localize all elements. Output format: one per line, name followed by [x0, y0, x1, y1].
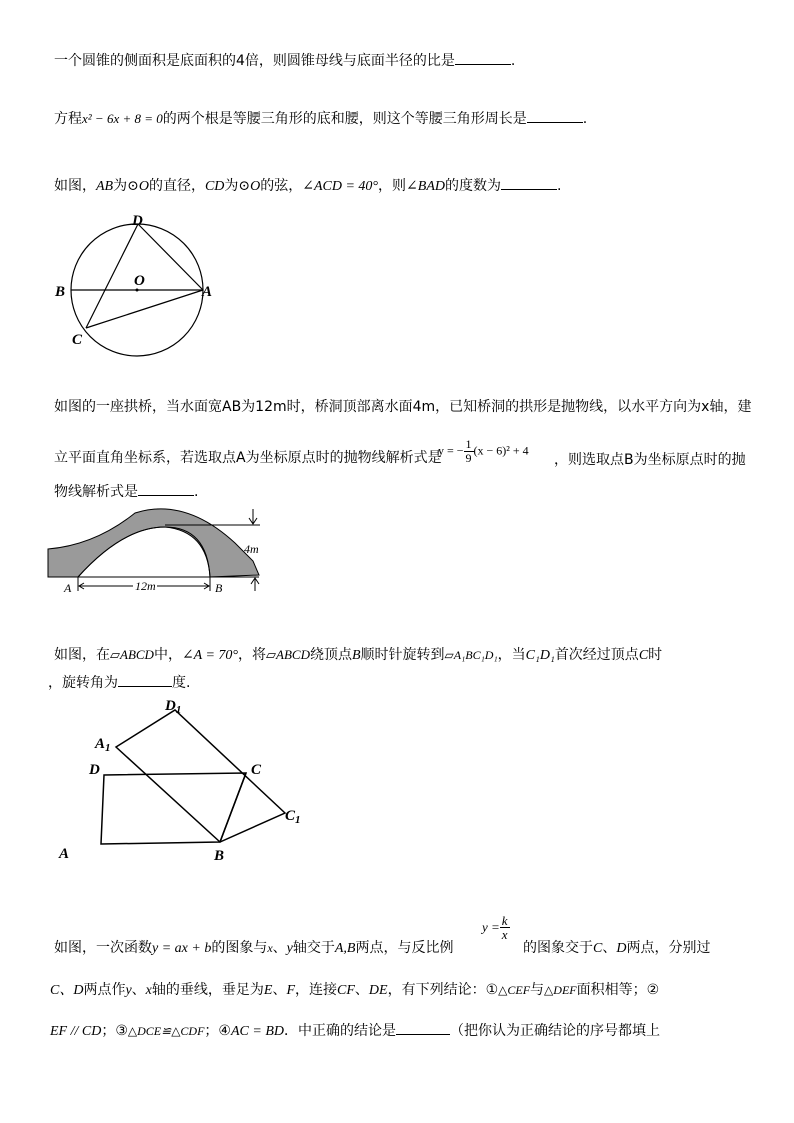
answer-blank	[118, 672, 172, 687]
question-6-line-3	[50, 1020, 660, 1042]
q6-text: ．中正确的结论是	[283, 1023, 396, 1039]
q3-end: .	[556, 178, 562, 194]
label-d1	[164, 698, 181, 716]
frac-den: x	[501, 927, 508, 942]
q5-c1d1: C₁D₁	[525, 648, 555, 663]
label-d: D	[132, 213, 143, 229]
q2-end: .	[582, 111, 588, 127]
chord-da	[138, 224, 203, 290]
q2-post: 的两个根是等腰三角形的底和腰，则这个等腰三角形周长是	[162, 111, 527, 127]
q6-text: 两点作	[83, 982, 126, 998]
q6-cf: CF	[337, 983, 355, 998]
answer-blank	[527, 108, 583, 123]
q2-pre: 方程	[54, 111, 82, 127]
q5-text: 首次经过顶点	[554, 647, 639, 663]
q6-text: 与	[530, 982, 545, 998]
frac-num: k	[501, 913, 508, 928]
label-o: O	[134, 273, 145, 289]
q6-text: 轴的垂线，垂足为	[151, 982, 264, 998]
q6-conclusion-4: ④	[218, 1023, 231, 1039]
q3-ab: AB	[96, 179, 114, 194]
q6-inv-fraction	[500, 914, 510, 941]
q3-text: 如图，	[54, 178, 96, 194]
q6-cd: C、D	[50, 983, 84, 998]
q4-eq-rest: (x − 6)² + 4	[473, 443, 529, 458]
q5-abcd: ▱ABCD	[110, 647, 154, 662]
question-3	[54, 175, 561, 197]
q5-text: 时	[648, 647, 663, 663]
answer-blank	[396, 1020, 450, 1035]
question-6-line-1	[54, 938, 453, 959]
q6-text: ；	[204, 1023, 219, 1039]
q5-text: 中，	[153, 647, 182, 663]
q6-text: 轴交于	[292, 940, 335, 956]
label-sub: 1	[295, 814, 301, 826]
q6-inv-y: y =	[482, 919, 500, 935]
q5-text: 顺时针旋转到	[360, 647, 445, 663]
q3-cd: CD	[204, 179, 225, 194]
q6-y: y	[125, 983, 132, 998]
q5-rotated: ▱A₁BC₁D₁	[444, 648, 498, 662]
label-a: A	[59, 846, 70, 862]
question-4-line-3	[54, 481, 198, 502]
q5-text: ，当	[497, 647, 526, 663]
q6-linear-function: y = ax + b	[152, 941, 212, 956]
q6-ab: A,B	[334, 941, 356, 956]
label-b: B	[55, 284, 66, 300]
q3-text: ，则	[378, 178, 407, 194]
q5-text: 度.	[172, 675, 191, 691]
question-1	[54, 50, 515, 71]
question-6-line-2	[50, 980, 659, 1001]
bridge-shape	[48, 509, 259, 577]
q6-d: D	[616, 941, 627, 956]
q6-text: 如图，一次函数	[54, 940, 152, 956]
label-d: D	[89, 762, 100, 778]
q6-text: 面积相等；	[576, 982, 647, 998]
q5-b: B	[351, 648, 361, 663]
q5-c: C	[638, 648, 649, 663]
q5-text: 绕顶点	[309, 647, 352, 663]
label-width: 12m	[135, 579, 156, 593]
answer-blank	[501, 175, 557, 190]
q6-text: 的图象与	[211, 940, 268, 956]
label-height: 4m	[244, 542, 259, 556]
q6-text: 、	[131, 982, 146, 998]
q6-inverse-function	[482, 914, 510, 941]
label-c1-letter: C	[285, 808, 296, 824]
q3-circle-o: ⊙O	[127, 179, 149, 194]
label-a: A	[64, 581, 72, 595]
question-4-line-1	[54, 397, 751, 417]
q4-text: ，则选取点B为坐标原点时的抛	[554, 452, 746, 468]
label-b: B	[214, 848, 225, 864]
label-sub: 1	[105, 742, 111, 754]
q3-text: 为	[113, 178, 128, 194]
q6-ef-parallel-cd: EF // CD	[50, 1024, 102, 1039]
q4-text: 如图的一座拱桥，当水面宽AB为12m时，桥洞顶部离水面4m，已知桥洞的拱形是抛物线，以水平方向为x轴，建	[54, 399, 752, 415]
q6-text: 两点，与反比例	[355, 940, 454, 956]
q1-text: 一个圆锥的侧面积是底面积的4倍，则圆锥母线与底面半径的比是	[54, 53, 455, 69]
q6-conclusion-3: ③	[115, 1023, 128, 1039]
q6-de: DE	[368, 983, 388, 998]
question-2	[54, 108, 587, 129]
label-d1-letter: D	[165, 698, 176, 714]
question-5-line-2	[48, 672, 190, 693]
q6-conclusion-1: ①	[485, 982, 499, 998]
q4-end: .	[194, 484, 199, 500]
q6-text: 、	[354, 982, 369, 998]
q5-text: ，将	[238, 647, 267, 663]
q6-c: C	[593, 941, 603, 956]
question-6-line-1b	[523, 938, 710, 959]
label-sub: 1	[175, 704, 182, 716]
q6-text: ；	[101, 1023, 116, 1039]
q6-f: F	[286, 983, 296, 998]
circle-diagram	[50, 205, 230, 365]
q3-angle: ∠ACD = 40°	[302, 179, 379, 194]
q4-text: 立平面直角坐标系，若选取点A为坐标原点时的抛物线解析式是	[54, 450, 442, 466]
q6-text: 、	[272, 982, 287, 998]
q3-circle-o: ⊙O	[238, 179, 261, 194]
q6-y: y	[286, 941, 293, 956]
q6-triangle-cef: △CEF	[498, 983, 531, 997]
q6-ac-bd: AC = BD	[230, 1024, 284, 1039]
q5-angle: ∠A = 70°	[181, 648, 239, 663]
q6-text: （把你认为正确结论的序号都填上	[449, 1023, 660, 1039]
q6-triangle-def: △DEF	[544, 983, 577, 997]
parallelogram-rotation-diagram	[55, 695, 315, 865]
q2-equation: x² − 6x + 8 = 0	[82, 111, 163, 126]
q3-text: 的直径，	[148, 178, 205, 194]
q5-text: ，旋转角为	[48, 675, 118, 691]
q3-text: 的弦，	[260, 178, 303, 194]
label-c: C	[251, 762, 262, 778]
q4-eq-fraction	[464, 438, 474, 465]
q6-text: 、	[272, 940, 287, 956]
q6-x: x	[145, 983, 152, 998]
q3-text: 为	[224, 178, 239, 194]
answer-blank	[138, 481, 194, 496]
q6-text: ，有下列结论：	[387, 982, 486, 998]
chord-ca	[86, 290, 203, 328]
q6-text: 的图象交于	[523, 940, 593, 956]
label-c: C	[72, 332, 83, 348]
parallelogram-abcd	[101, 773, 246, 844]
q3-angle-bad: ∠BAD	[406, 179, 445, 194]
q6-text: ，连接	[295, 982, 338, 998]
frac-den: 9	[465, 451, 472, 465]
q4-text: 物线解析式是	[54, 484, 138, 500]
q6-text: 、	[602, 940, 617, 956]
q5-abcd: ▱ABCD	[266, 647, 310, 662]
q6-text: 两点，分别过	[626, 940, 711, 956]
answer-blank	[455, 50, 511, 65]
q6-e: E	[263, 983, 273, 998]
q1-end: .	[510, 53, 516, 69]
label-b: B	[215, 581, 223, 595]
label-a1	[94, 736, 111, 754]
q6-conclusion-2: ②	[646, 982, 660, 998]
label-a1-letter: A	[95, 736, 106, 752]
q6-congruent: △DCE≌△CDF	[127, 1024, 205, 1038]
label-a: A	[202, 284, 213, 300]
question-5-line-1	[54, 645, 662, 666]
frac-num: 1	[465, 437, 472, 451]
q4-eq-y: y = −	[438, 443, 464, 458]
question-4-line-2	[54, 448, 442, 468]
q5-text: 如图，在	[54, 647, 110, 663]
arch-bridge-diagram	[45, 505, 275, 600]
q6-x: x	[267, 941, 273, 955]
q4-equation	[438, 438, 529, 465]
label-c1	[285, 808, 301, 826]
q3-text: 的度数为	[444, 178, 501, 194]
question-4-line-2b	[554, 450, 746, 470]
